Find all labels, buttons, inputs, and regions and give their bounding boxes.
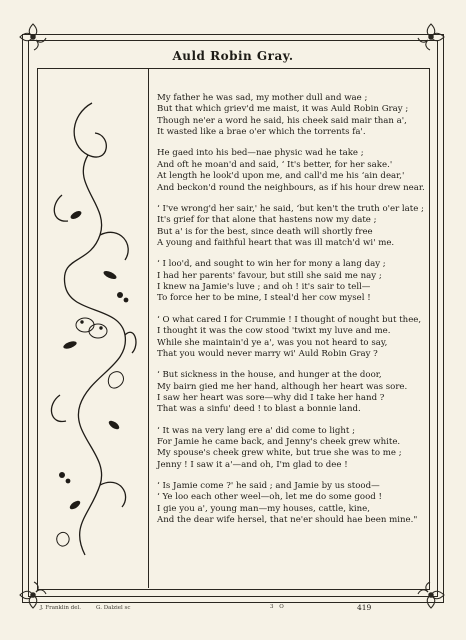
- printer-signature: 3 O: [270, 604, 286, 610]
- poem-line: I knew na Jamie's luve ; and oh ! it's sair to tell—: [157, 282, 371, 293]
- stanza: [157, 148, 425, 194]
- poem-line: My bairn gied me her hand, although her heart was sore.: [157, 381, 408, 392]
- poem-line: For Jamie he came back, and Jenny's cheek grew white.: [157, 436, 401, 447]
- poem-line: He gaed into his bed—nae physic wad he take ;: [157, 148, 364, 159]
- poem-line: And beckon'd round the neighbours, as if his hour drew near.: [157, 182, 425, 193]
- page-number: 419: [357, 603, 372, 612]
- stanza: [157, 481, 425, 527]
- scroll-vine-illustration-icon: [40, 95, 144, 565]
- poem-line: But a' is for the best, since death will shortly free: [157, 226, 373, 237]
- page-title: Auld Robin Gray.: [172, 49, 294, 63]
- poem-line: I gie you a', young man—my houses, cattle, kine,: [157, 503, 370, 514]
- poem-line: ‘ It was na very lang ere a' did come to light ;: [157, 425, 355, 436]
- poem-line: It wasted like a brae o'er which the torrents fa'.: [157, 127, 366, 138]
- stanza: [157, 204, 425, 250]
- poem-line: I had her parents' favour, but still she said me nay ;: [157, 270, 382, 281]
- column-divider: [148, 68, 149, 588]
- poem-line: At length he look'd upon me, and call'd me his ‘ain dear,': [157, 171, 405, 182]
- poem-line: But that which griev'd me maist, it was Auld Robin Gray ;: [157, 104, 409, 115]
- poem-line: And the dear wife hersel, that ne'er should hae been mine.": [157, 515, 418, 526]
- artist-credit: J. Franklin del.: [40, 605, 81, 611]
- poem-line: A young and faithful heart that was ill match'd wi' me.: [157, 238, 395, 249]
- poem-line: ‘ But sickness in the house, and hunger at the door,: [157, 370, 382, 381]
- poem-line: I thought it was the cow stood 'twixt my luve and me.: [157, 326, 391, 337]
- poem-line: ‘ I've wrong'd her sair,' he said, ‘but ken't the truth o'er late ;: [157, 203, 424, 214]
- poem-line: That was a sinfu' deed ! to blast a bonnie land.: [157, 404, 361, 415]
- poem-line: ‘ I loo'd, and sought to win her for mony a lang day ;: [157, 259, 386, 270]
- poem-line: ‘ O what cared I for Crummie ! I thought of nought but thee,: [157, 314, 422, 325]
- poem-line: It's grief for that alone that hastens now my date ;: [157, 215, 377, 226]
- stanza: [157, 370, 425, 416]
- poem-line: I saw her heart was sore—why did I take her hand ?: [157, 392, 385, 403]
- poem-text: [157, 93, 425, 536]
- poem-line: My spouse's cheek grew white, but true she was to me ;: [157, 448, 402, 459]
- stanza: [157, 259, 425, 305]
- poem-line: ‘ Is Jamie come ?' he said ; and Jamie by us stood—: [157, 480, 380, 491]
- poem-line: And oft he moan'd and said, ‘ It's better, for her sake.': [157, 159, 393, 170]
- poem-line: To force her to be mine, I steal'd her cow mysel !: [157, 293, 371, 304]
- poem-line: While she maintain'd ye a', was you not heard to say,: [157, 337, 388, 348]
- poem-line: That you would never marry wi' Auld Robin Gray ?: [157, 348, 378, 359]
- engraver-credit: G. Dalziel sc: [96, 605, 131, 611]
- stanza: [157, 315, 425, 361]
- poem-line: Jenny ! I saw it a'—and oh, I'm glad to dee !: [157, 459, 348, 470]
- poem-line: Though ne'er a word he said, his cheek said mair than a',: [157, 115, 407, 126]
- stanza: [157, 93, 425, 139]
- poem-line: ‘ Ye loo each other weel—oh, let me do some good !: [157, 492, 382, 503]
- poem-line: My father he was sad, my mother dull and wae ;: [157, 93, 368, 103]
- stanza: [157, 426, 425, 472]
